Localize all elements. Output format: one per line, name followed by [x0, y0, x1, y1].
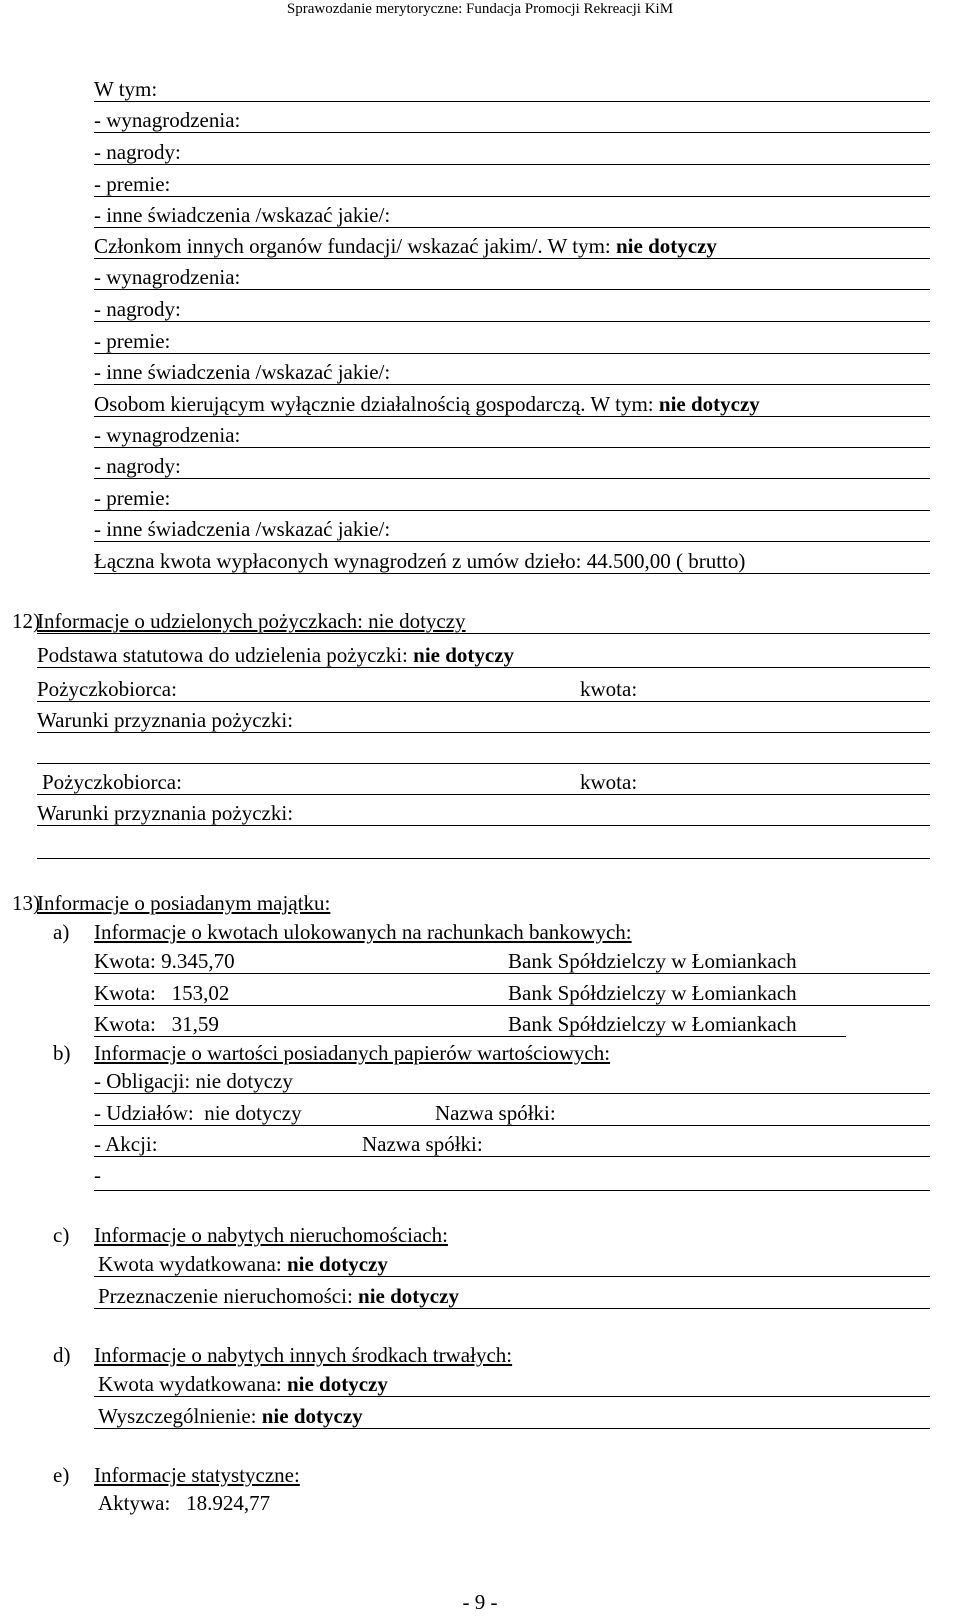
podstawa-line	[37, 643, 514, 667]
rule	[94, 101, 930, 102]
section-12-number: 12)	[12, 609, 40, 633]
kwota-wydatkowana-label: Kwota wydatkowana:	[98, 1252, 287, 1276]
przeznaczenie-line	[98, 1284, 459, 1308]
podstawa-text: Podstawa statutowa do udzielenia pożyczki:	[37, 643, 414, 667]
item-d-label: d)	[53, 1343, 71, 1367]
account-bank: Bank Spółdzielczy w Łomiankach	[508, 981, 797, 1005]
item-a-title: Informacje o kwotach ulokowanych na rachunkach bankowych:	[94, 920, 632, 944]
rule	[94, 510, 930, 511]
warunki-label: Warunki przyznania pożyczki:	[37, 708, 294, 732]
czlonkom-text: Członkom innych organów fundacji/ wskazać jakim/. W tym:	[94, 234, 616, 258]
rule	[94, 164, 930, 165]
account-kwota: Kwota: 153,02	[94, 981, 230, 1005]
aktywa-line: Aktywa: 18.924,77	[98, 1491, 271, 1515]
nie-dotyczy-value: nie dotyczy	[616, 234, 717, 258]
w-tym-label: W tym:	[94, 77, 158, 101]
account-kwota: Kwota: 9.345,70	[94, 949, 235, 973]
osobom-text: Osobom kierującym wyłącznie działalnością gospodarczą. W tym:	[94, 392, 659, 416]
item-c-title: Informacje o nabytych nieruchomościach:	[94, 1223, 448, 1247]
page-number: - 9 -	[462, 1590, 498, 1614]
kwota-wydatkowana-line	[98, 1372, 388, 1396]
inne-label: - inne świadczenia /wskazać jakie/:	[94, 203, 391, 227]
pozyczkobiorca-label: Pożyczkobiorca:	[42, 770, 182, 794]
nagrody-label: - nagrody:	[94, 140, 181, 164]
kwota-wydatkowana-label: Kwota wydatkowana:	[98, 1372, 287, 1396]
kwota-wydatkowana-line	[98, 1252, 388, 1276]
rule	[94, 416, 930, 417]
rule	[94, 353, 930, 354]
rule	[37, 701, 930, 702]
rule	[94, 321, 930, 322]
kwota-label: kwota:	[580, 770, 638, 794]
nie-dotyczy-value: nie dotyczy	[286, 1372, 388, 1396]
wyszczegolnienie-line	[98, 1404, 363, 1428]
rule	[94, 1276, 930, 1277]
section-12-title: Informacje o udzielonych pożyczkach: nie dotyczy	[37, 609, 466, 633]
rule	[94, 227, 930, 228]
wynagrodzenia-label: - wynagrodzenia:	[94, 108, 241, 132]
premie-label: - premie:	[94, 329, 171, 353]
rule	[37, 794, 930, 795]
premie-label: - premie:	[94, 172, 171, 196]
pozyczkobiorca-label: Pożyczkobiorca:	[37, 677, 177, 701]
osobom-line	[94, 392, 760, 416]
dash-line: -	[94, 1163, 101, 1187]
account-kwota: Kwota: 31,59	[94, 1012, 219, 1036]
item-b-title: Informacje o wartości posiadanych papierów wartościowych:	[94, 1041, 611, 1065]
przeznaczenie-label: Przeznaczenie nieruchomości:	[98, 1284, 359, 1308]
rule	[94, 1156, 930, 1157]
rule	[37, 825, 930, 826]
rule	[94, 196, 930, 197]
rule	[94, 258, 930, 259]
rule	[94, 573, 930, 574]
account-bank: Bank Spółdzielczy w Łomiankach	[508, 1012, 797, 1036]
akcji-label: - Akcji:	[94, 1132, 158, 1156]
rule	[94, 1190, 930, 1191]
rule	[37, 858, 930, 859]
rule	[37, 732, 930, 733]
inne-label: - inne świadczenia /wskazać jakie/:	[94, 360, 391, 384]
rule	[94, 447, 930, 448]
nie-dotyczy-value: nie dotyczy	[358, 1284, 459, 1308]
wynagrodzenia-label: - wynagrodzenia:	[94, 265, 241, 289]
udzialow-line: - Udziałów: nie dotyczy	[94, 1101, 302, 1125]
nagrody-label: - nagrody:	[94, 454, 181, 478]
czlonkom-line	[94, 234, 717, 258]
rule	[94, 1036, 846, 1037]
section-13-number: 13)	[12, 891, 40, 915]
item-e-label: e)	[53, 1463, 70, 1487]
account-bank: Bank Spółdzielczy w Łomiankach	[508, 949, 797, 973]
item-e-title: Informacje statystyczne:	[94, 1463, 300, 1487]
item-d-title: Informacje o nabytych innych środkach trwałych:	[94, 1343, 513, 1367]
wynagrodzenia-label: - wynagrodzenia:	[94, 423, 241, 447]
rule	[94, 132, 930, 133]
rule	[94, 541, 930, 542]
nie-dotyczy-value: nie dotyczy	[261, 1404, 363, 1428]
wyszczegolnienie-label: Wyszczególnienie:	[98, 1404, 262, 1428]
rule	[94, 478, 930, 479]
nie-dotyczy-value: nie dotyczy	[286, 1252, 388, 1276]
nagrody-label: - nagrody:	[94, 297, 181, 321]
obligacji-line: - Obligacji: nie dotyczy	[94, 1069, 293, 1093]
kwota-label: kwota:	[580, 677, 638, 701]
rule	[37, 763, 930, 764]
rule	[37, 633, 930, 634]
nazwa-spolki-label: Nazwa spółki:	[435, 1101, 556, 1125]
nie-dotyczy-value: nie dotyczy	[413, 643, 515, 667]
item-a-label: a)	[53, 920, 70, 944]
premie-label: - premie:	[94, 486, 171, 510]
rule	[94, 384, 930, 385]
item-b-label: b)	[53, 1041, 71, 1065]
page-header: Sprawozdanie merytoryczne: Fundacja Promocji Rekreacji KiM	[286, 1, 674, 17]
nazwa-spolki-label: Nazwa spółki:	[362, 1132, 483, 1156]
rule	[94, 1093, 930, 1094]
warunki-label: Warunki przyznania pożyczki:	[37, 801, 294, 825]
rule	[94, 1428, 930, 1429]
rule	[94, 973, 930, 974]
inne-label: - inne świadczenia /wskazać jakie/:	[94, 517, 391, 541]
item-c-label: c)	[53, 1223, 70, 1247]
section-13-title: Informacje o posiadanym majątku:	[37, 891, 331, 915]
rule	[94, 1005, 930, 1006]
rule	[94, 1125, 930, 1126]
rule	[94, 1308, 930, 1309]
rule	[94, 1396, 930, 1397]
rule	[37, 667, 930, 668]
nie-dotyczy-value: nie dotyczy	[658, 392, 760, 416]
laczna-kwota: Łączna kwota wypłaconych wynagrodzeń z umów dzieło: 44.500,00 ( brutto)	[94, 549, 746, 573]
rule	[94, 289, 930, 290]
